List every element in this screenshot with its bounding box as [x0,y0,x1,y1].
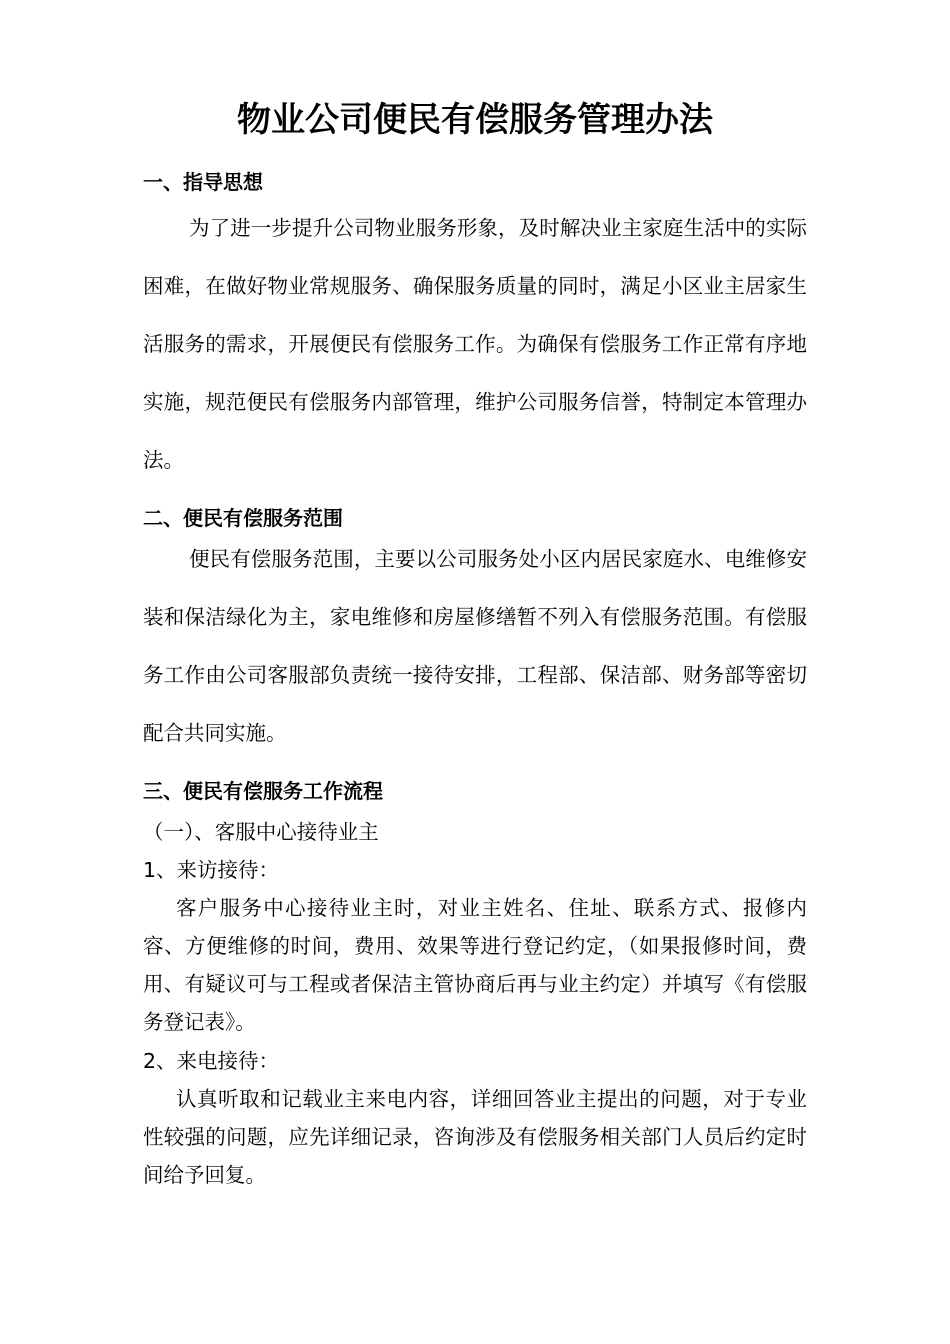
section-paragraph-guiding-principle: 为了进一步提升公司物业服务形象，及时解决业主家庭生活中的实际困难，在做好物业常规服务、确保服务质量的同时，满足小区业主居家生活服务的需求，开展便民有偿服务工作。为确保有偿服务工作正常有序地实施，规范便民有偿服务内部管理，维护公司服务信誉，特制定本管理办法。 [143,216,807,472]
section-heading-workflow: 三、便民有偿服务工作流程 [143,779,383,803]
document-title: 物业公司便民有偿服务管理办法 [237,100,713,140]
item-text-phone-reception: 认真听取和记载业主来电内容，详细回答业主提出的问题，对于专业性较强的问题，应先详细记录，咨询涉及有偿服务相关部门人员后约定时间给予回复。 [143,1087,807,1187]
item-label-phone-reception: 2、来电接待： [143,1049,280,1073]
section-heading-guiding-principle: 一、指导思想 [143,170,263,194]
section-paragraph-service-scope: 便民有偿服务范围，主要以公司服务处小区内居民家庭水、电维修安装和保洁绿化为主，家电维修和房屋修缮暂不列入有偿服务范围。有偿服务工作由公司客服部负责统一接待安排，工程部、保洁部、财务部等密切配合共同实施。 [143,547,807,745]
item-text-visitor-reception: 客户服务中心接待业主时，对业主姓名、住址、联系方式、报修内容、方便维修的时间，费用、效果等进行登记约定，（如果报修时间，费用、有疑议可与工程或者保洁主管协商后再与业主约定）并填写《有偿服务登记表》。 [143,896,807,1034]
subsection-heading-reception: （一）、客服中心接待业主 [143,820,379,844]
section-heading-service-scope: 二、便民有偿服务范围 [143,506,343,530]
item-label-visitor-reception: 1、来访接待： [143,858,280,882]
